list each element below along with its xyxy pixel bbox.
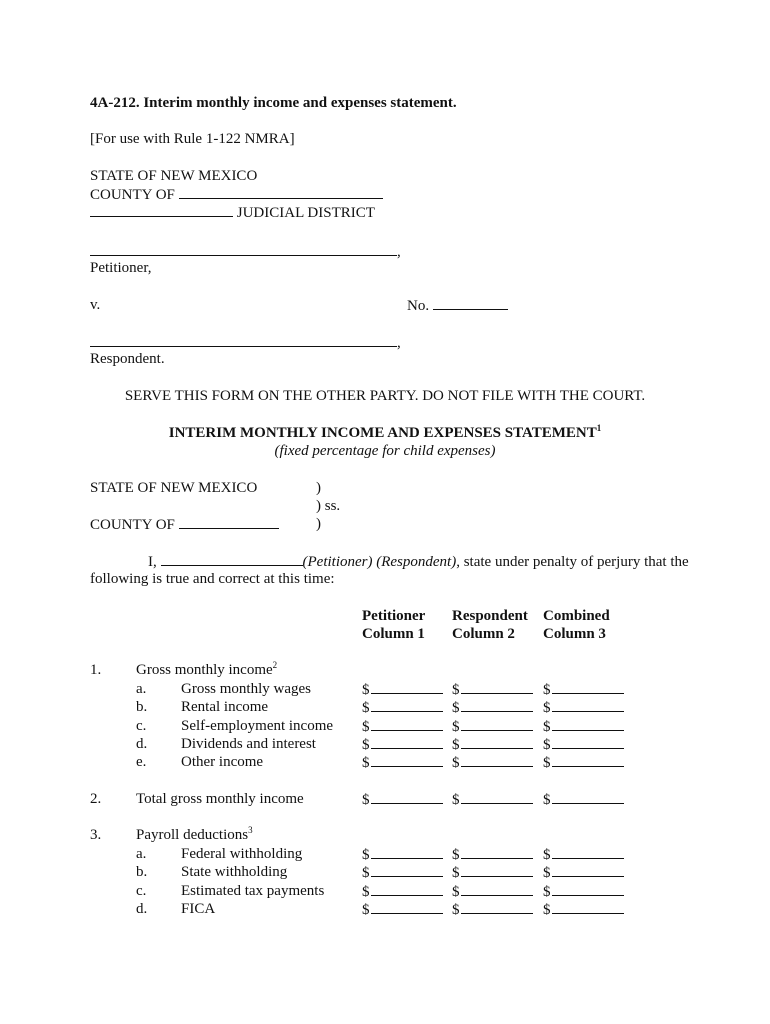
item-letter: c. xyxy=(136,882,147,899)
currency-symbol: $ xyxy=(543,755,551,772)
item-letter: a. xyxy=(136,846,147,862)
amount-field[interactable] xyxy=(371,900,443,914)
item-label: FICA xyxy=(181,900,216,917)
column-header-combined xyxy=(543,607,610,643)
declarant-name-field[interactable] xyxy=(161,552,303,566)
currency-symbol: $ xyxy=(543,865,551,882)
amount-field[interactable] xyxy=(552,680,624,694)
currency-symbol: $ xyxy=(452,865,460,882)
currency-symbol: $ xyxy=(362,700,370,717)
currency-symbol: $ xyxy=(543,682,551,698)
footnote-ref-1: 1 xyxy=(596,423,602,433)
amount-combined-s3-3 xyxy=(543,900,624,919)
amount-field[interactable] xyxy=(371,790,443,804)
item-letter: b. xyxy=(136,864,148,881)
caption-district-line xyxy=(90,203,375,222)
amount-field[interactable] xyxy=(461,882,533,896)
petitioner-label: Petitioner, xyxy=(90,260,152,276)
currency-symbol: $ xyxy=(452,755,460,772)
currency-symbol: $ xyxy=(362,883,370,900)
amount-field[interactable] xyxy=(552,735,624,749)
amount-field[interactable] xyxy=(461,753,533,767)
amount-field[interactable] xyxy=(552,717,624,731)
column-header-line1: Combined xyxy=(543,608,610,624)
amount-petitioner-s1-0 xyxy=(362,680,443,699)
amount-combined-s1-1 xyxy=(543,698,624,717)
amount-field[interactable] xyxy=(371,735,443,749)
amount-respondent-s3-0 xyxy=(452,845,533,864)
amount-combined-s1-0 xyxy=(543,680,624,699)
item-label: Gross monthly wages xyxy=(181,681,311,697)
section-label-text: Payroll deductions xyxy=(136,827,249,843)
amount-field[interactable] xyxy=(371,753,443,767)
currency-symbol: $ xyxy=(362,847,370,863)
amount-field[interactable] xyxy=(461,790,533,804)
amount-field[interactable] xyxy=(552,845,624,859)
amount-combined-s1-3 xyxy=(543,735,624,754)
currency-symbol: $ xyxy=(543,792,551,808)
currency-symbol: $ xyxy=(362,682,370,698)
amount-combined-s3-1 xyxy=(543,863,624,882)
item-label: Rental income xyxy=(181,699,269,716)
amount-field[interactable] xyxy=(461,680,533,694)
petitioner-comma: , xyxy=(397,244,401,260)
section-label-gross-income xyxy=(136,661,277,679)
venue-county-field[interactable] xyxy=(179,515,279,529)
section-number: 2. xyxy=(90,791,102,807)
currency-symbol: $ xyxy=(452,682,460,698)
caption-state: STATE OF NEW MEXICO xyxy=(90,168,258,184)
amount-petitioner-s2-total xyxy=(362,790,443,809)
item-letter: d. xyxy=(136,735,148,752)
currency-symbol: $ xyxy=(452,847,460,863)
versus-label: v. xyxy=(90,297,101,313)
county-name-field[interactable] xyxy=(179,185,383,199)
currency-symbol: $ xyxy=(362,718,370,735)
item-label: Estimated tax payments xyxy=(181,882,325,899)
amount-field[interactable] xyxy=(371,680,443,694)
item-label: Other income xyxy=(181,754,264,771)
amount-petitioner-s1-2 xyxy=(362,717,443,736)
item-letter: d. xyxy=(136,900,148,917)
rule-reference: [For use with Rule 1-122 NMRA] xyxy=(90,131,295,147)
caption-district-label: JUDICIAL DISTRICT xyxy=(236,205,375,221)
amount-field[interactable] xyxy=(371,863,443,877)
oath-prefix: I, xyxy=(148,554,157,570)
amount-field[interactable] xyxy=(552,753,624,767)
venue-paren-3: ) xyxy=(316,516,321,532)
amount-respondent-s3-2 xyxy=(452,882,533,901)
oath-line-1 xyxy=(148,552,689,571)
amount-combined-s2-total xyxy=(543,790,624,809)
section-number: 3. xyxy=(90,827,102,843)
amount-respondent-s1-0 xyxy=(452,680,533,699)
district-number-field[interactable] xyxy=(90,203,233,217)
item-letter: e. xyxy=(136,754,147,771)
case-number-line xyxy=(407,296,508,315)
section-label-payroll-deductions xyxy=(136,826,253,844)
amount-respondent-s1-3 xyxy=(452,735,533,754)
amount-field[interactable] xyxy=(461,735,533,749)
column-header-respondent xyxy=(452,607,528,643)
amount-field[interactable] xyxy=(371,717,443,731)
oath-suffix: , state under penalty of perjury that the xyxy=(456,554,689,570)
currency-symbol: $ xyxy=(543,700,551,717)
item-letter: a. xyxy=(136,681,147,697)
amount-combined-s3-2 xyxy=(543,882,624,901)
item-letter: b. xyxy=(136,699,148,716)
footnote-ref-2: 2 xyxy=(272,660,278,670)
column-header-line1: Petitioner xyxy=(362,608,426,624)
amount-respondent-s2-total xyxy=(452,790,533,809)
section-number: 1. xyxy=(90,662,102,678)
column-header-line1: Respondent xyxy=(452,608,528,624)
amount-petitioner-s1-4 xyxy=(362,753,443,772)
oath-petitioner: (Petitioner) xyxy=(302,554,373,570)
currency-symbol: $ xyxy=(452,792,460,808)
amount-petitioner-s3-2 xyxy=(362,882,443,901)
amount-field[interactable] xyxy=(552,863,624,877)
section-label-text: Gross monthly income xyxy=(136,662,273,678)
currency-symbol: $ xyxy=(452,736,460,753)
amount-petitioner-s3-3 xyxy=(362,900,443,919)
venue-county-label: COUNTY OF xyxy=(90,517,175,533)
currency-symbol: $ xyxy=(543,847,551,863)
item-label: Self-employment income xyxy=(181,717,334,734)
item-label: State withholding xyxy=(181,864,288,881)
amount-respondent-s1-4 xyxy=(452,753,533,772)
currency-symbol: $ xyxy=(543,901,551,918)
currency-symbol: $ xyxy=(452,901,460,918)
currency-symbol: $ xyxy=(543,718,551,735)
amount-combined-s3-0 xyxy=(543,845,624,864)
respondent-name-field[interactable] xyxy=(90,333,397,347)
caption-county-label: COUNTY OF xyxy=(90,187,175,203)
case-number-label: No. xyxy=(407,298,430,314)
petitioner-name-field[interactable] xyxy=(90,242,397,256)
item-label: Dividends and interest xyxy=(181,735,316,752)
amount-respondent-s1-1 xyxy=(452,698,533,717)
caption-county-line xyxy=(90,185,383,204)
amount-petitioner-s1-1 xyxy=(362,698,443,717)
amount-field[interactable] xyxy=(371,698,443,712)
venue-ss: ) ss. xyxy=(316,498,341,514)
currency-symbol: $ xyxy=(362,736,370,753)
amount-field[interactable] xyxy=(552,790,624,804)
amount-field[interactable] xyxy=(552,882,624,896)
respondent-comma: , xyxy=(397,335,401,351)
serve-notice: SERVE THIS FORM ON THE OTHER PARTY. DO NOT FILE WITH THE COURT. xyxy=(124,388,646,404)
amount-field[interactable] xyxy=(461,900,533,914)
currency-symbol: $ xyxy=(362,755,370,772)
amount-petitioner-s3-1 xyxy=(362,863,443,882)
currency-symbol: $ xyxy=(362,792,370,808)
oath-line-2: following is true and correct at this time: xyxy=(90,571,335,587)
amount-field[interactable] xyxy=(371,845,443,859)
respondent-label: Respondent. xyxy=(90,351,165,367)
amount-combined-s1-4 xyxy=(543,753,624,772)
amount-respondent-s1-2 xyxy=(452,717,533,736)
currency-symbol: $ xyxy=(543,883,551,900)
amount-field[interactable] xyxy=(461,717,533,731)
footnote-ref-3: 3 xyxy=(248,825,253,835)
venue-county-line xyxy=(90,515,279,534)
currency-symbol: $ xyxy=(362,901,370,918)
currency-symbol: $ xyxy=(543,736,551,753)
form-subtitle: (fixed percentage for child expenses) xyxy=(274,443,496,459)
column-header-petitioner xyxy=(362,607,425,643)
venue-state: STATE OF NEW MEXICO xyxy=(90,480,258,496)
column-header-line2: Column 1 xyxy=(362,626,425,642)
amount-petitioner-s1-3 xyxy=(362,735,443,754)
currency-symbol: $ xyxy=(362,865,370,882)
section-label-total-gross: Total gross monthly income xyxy=(136,791,304,807)
amount-combined-s1-2 xyxy=(543,717,624,736)
form-title-text: INTERIM MONTHLY INCOME AND EXPENSES STATEMENT xyxy=(168,425,597,441)
amount-field[interactable] xyxy=(552,698,624,712)
currency-symbol: $ xyxy=(452,718,460,735)
oath-respondent: (Respondent) xyxy=(376,554,457,570)
item-letter: c. xyxy=(136,717,147,734)
column-header-line2: Column 3 xyxy=(543,626,606,642)
case-number-field[interactable] xyxy=(433,296,508,310)
amount-field[interactable] xyxy=(461,863,533,877)
amount-petitioner-s3-0 xyxy=(362,845,443,864)
section-title: 4A-212. Interim monthly income and expenses statement. xyxy=(90,95,457,111)
amount-respondent-s3-3 xyxy=(452,900,533,919)
amount-field[interactable] xyxy=(461,698,533,712)
amount-field[interactable] xyxy=(552,900,624,914)
column-header-line2: Column 2 xyxy=(452,626,515,642)
currency-symbol: $ xyxy=(452,700,460,717)
item-label: Federal withholding xyxy=(181,846,303,862)
amount-field[interactable] xyxy=(371,882,443,896)
amount-respondent-s3-1 xyxy=(452,863,533,882)
amount-field[interactable] xyxy=(461,845,533,859)
venue-paren-1: ) xyxy=(316,480,321,496)
currency-symbol: $ xyxy=(452,883,460,900)
form-title xyxy=(0,424,770,442)
